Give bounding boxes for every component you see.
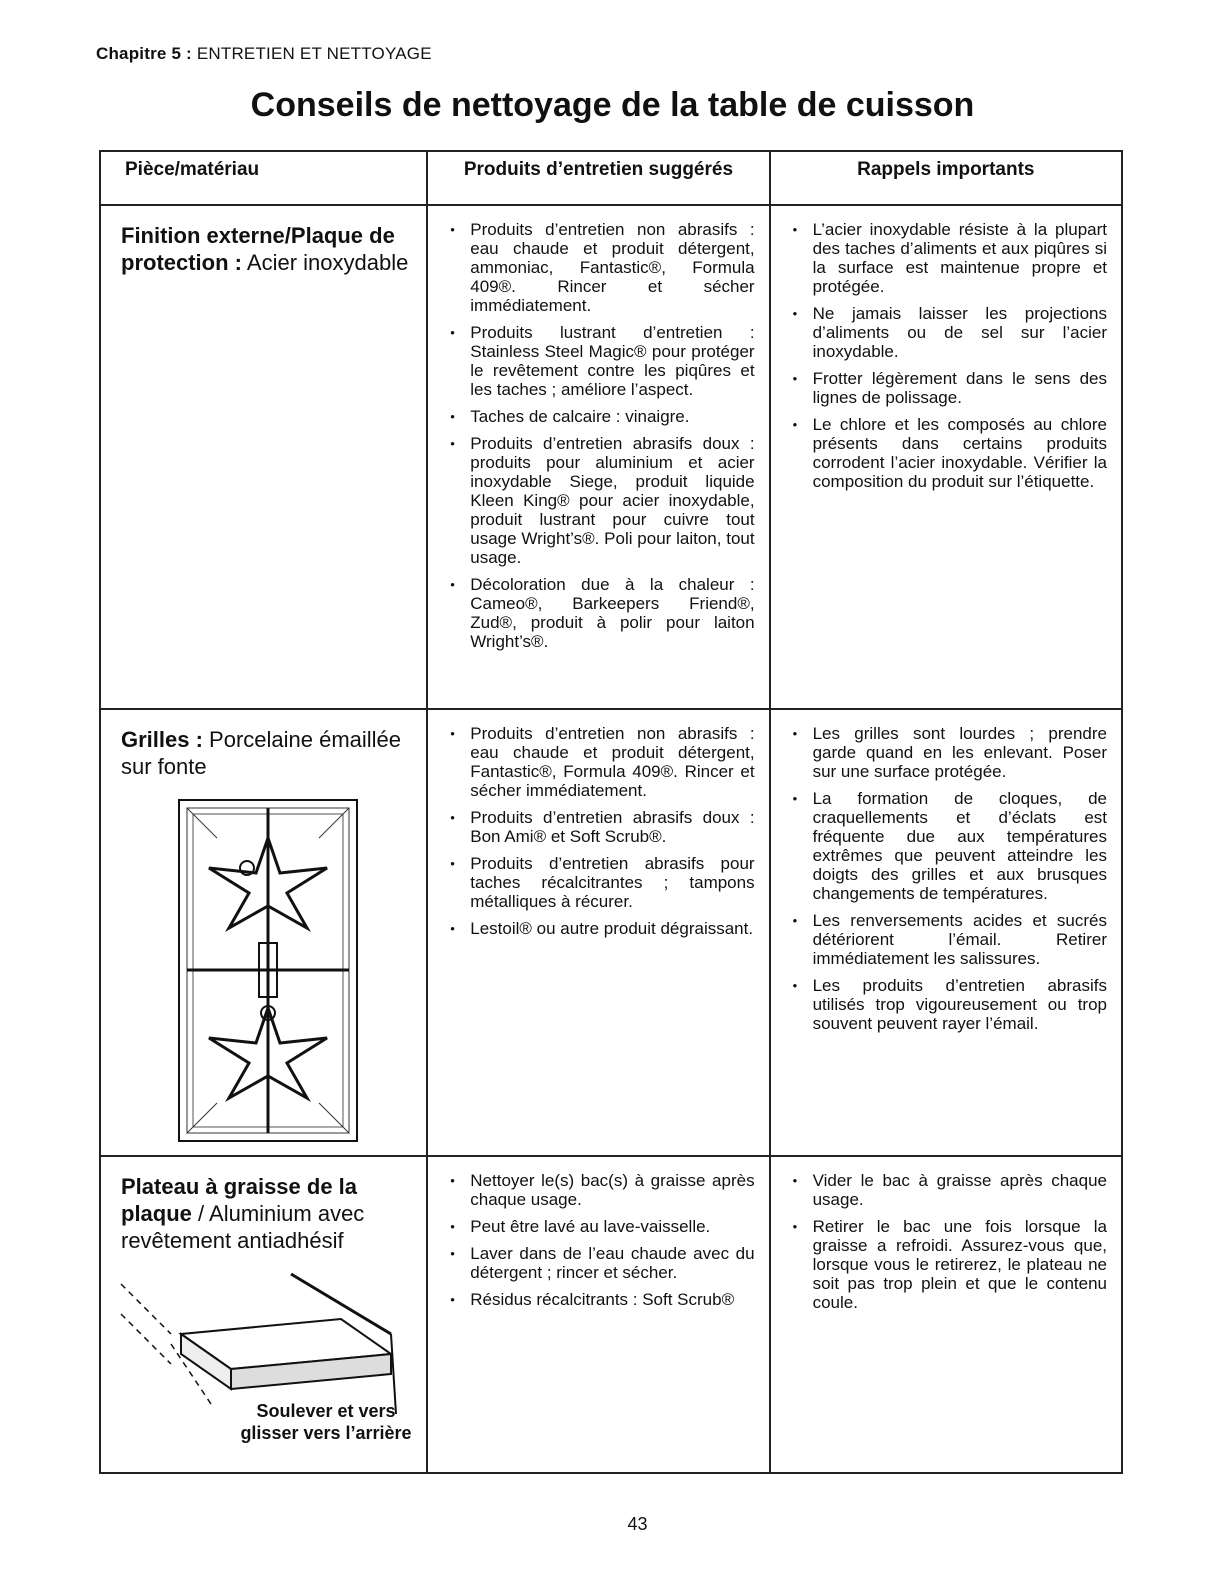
item-title [101, 1157, 426, 1254]
item-title-bold: Grilles : [121, 727, 203, 752]
products-list [428, 710, 768, 938]
header-suggested-products: Produits d’entretien suggérés [427, 151, 769, 205]
grease-tray-icon [111, 1264, 411, 1414]
table-header-row [100, 151, 1122, 205]
list-item: • Frotter légèrement dans le sens des lignes de polissage. [785, 369, 1107, 407]
list-item: • Produits lustrant d’entretien : Stainless Steel Magic® pour protéger le revêtement contre les piqûres et les taches ; améliore l’aspect. [442, 323, 754, 399]
item-title-bold: Plateau à graisse de la plaque [121, 1174, 358, 1226]
list-item: • Taches de calcaire : vinaigre. [442, 407, 754, 426]
reminders-cell [770, 1156, 1122, 1473]
products-cell [427, 709, 769, 1156]
list-item: • Retirer le bac une fois lorsque la graisse a refroidi. Assurez-vous que, lorsque vous le retirerez, le plateau ne soit pas trop plein et que le contenu coule. [785, 1217, 1107, 1312]
list-item: • Les grilles sont lourdes ; prendre garde quand en les enlevant. Poser sur une surface protégée. [785, 724, 1107, 781]
item-title [101, 206, 426, 276]
item-cell [100, 1156, 427, 1473]
list-item: • Les produits d’entretien abrasifs utilisés trop vigoureusement ou trop souvent peuvent rayer l’émail. [785, 976, 1107, 1033]
grate-illustration [177, 798, 359, 1143]
list-item: • Produits d’entretien abrasifs doux : Bon Ami® et Soft Scrub®. [442, 808, 754, 846]
list-item: • La formation de cloques, de craquellements et d’éclats est fréquente due aux températures extrêmes que peuvent atteindre les doigts des grilles et aux brusques changements de températures. [785, 789, 1107, 903]
list-item: • Décoloration due à la chaleur : Cameo®, Barkeepers Friend®, Zud®, produit à polir pour laiton Wright’s®. [442, 575, 754, 651]
list-item: • Produits d’entretien abrasifs doux : produits pour aluminium et acier inoxydable Siege, produit liquide Kleen King® pour acier inoxydable, produit lustrant pour cuivre tout usage Wright’s®. Poli pour laiton, tout usage. [442, 434, 754, 567]
chapter-header [96, 44, 432, 64]
chapter-prefix: Chapitre 5 : [96, 44, 192, 63]
products-cell [427, 1156, 769, 1473]
chapter-title: ENTRETIEN ET NETTOYAGE [196, 44, 432, 63]
page-number: 43 [627, 1514, 648, 1534]
list-item: • L’acier inoxydable résiste à la plupart des taches d’aliments et aux piqûres si la surface est maintenue propre et protégée. [785, 220, 1107, 296]
item-cell [100, 205, 427, 709]
list-item: • Nettoyer le(s) bac(s) à graisse après chaque usage. [442, 1171, 754, 1209]
tray-caption: Soulever et vers glisser vers l’arrière [240, 1401, 412, 1443]
table-row [100, 1156, 1122, 1473]
item-title-rest: / Aluminium avec revêtement antiadhésif [121, 1201, 365, 1253]
item-title [101, 710, 426, 780]
products-list [428, 1157, 768, 1309]
reminders-list [771, 206, 1121, 491]
page-title: Conseils de nettoyage de la table de cuisson [250, 86, 975, 124]
list-item: • Laver dans de l’eau chaude avec du détergent ; rincer et sécher. [442, 1244, 754, 1282]
list-item: • Peut être lavé au lave-vaisselle. [442, 1217, 754, 1236]
reminders-cell [770, 205, 1122, 709]
list-item: • Produits d’entretien non abrasifs : eau chaude et produit détergent, Fantastic®, Formula 409®. Rincer et sécher immédiatement. [442, 724, 754, 800]
header-important-reminders: Rappels importants [770, 151, 1122, 205]
reminders-cell [770, 709, 1122, 1156]
item-title-rest: Porcelaine émaillée sur fonte [121, 727, 402, 779]
list-item: • Le chlore et les composés au chlore présents dans certains produits corrodent l’acier inoxydable. Vérifier la composition du produit sur l’étiquette. [785, 415, 1107, 491]
list-item: • Ne jamais laisser les projections d’aliments ou de sel sur l’acier inoxydable. [785, 304, 1107, 361]
products-cell [427, 205, 769, 709]
list-item: • Produits d’entretien non abrasifs : eau chaude et produit détergent, ammoniac, Fantastic®, Formula 409®. Rincer et sécher immédiatement. [442, 220, 754, 315]
item-title-bold: Finition externe/Plaque de protection : [121, 223, 395, 275]
cleaning-tips-table [99, 150, 1123, 1474]
item-cell [100, 709, 427, 1156]
grease-tray-illustration [101, 1254, 426, 1454]
list-item: • Résidus récalcitrants : Soft Scrub® [442, 1290, 754, 1309]
reminders-list [771, 1157, 1121, 1312]
list-item: • Vider le bac à graisse après chaque usage. [785, 1171, 1107, 1209]
list-item: • Lestoil® ou autre produit dégraissant. [442, 919, 754, 938]
item-title-rest: Acier inoxydable [242, 250, 409, 275]
header-part-material: Pièce/matériau [100, 151, 427, 205]
table-row [100, 205, 1122, 709]
list-item: • Les renversements acides et sucrés détériorent l’émail. Retirer immédiatement les salissures. [785, 911, 1107, 968]
products-list [428, 206, 768, 651]
reminders-list [771, 710, 1121, 1033]
list-item: • Produits d’entretien abrasifs pour taches récalcitrantes ; tampons métalliques à récurer. [442, 854, 754, 911]
table-row [100, 709, 1122, 1156]
